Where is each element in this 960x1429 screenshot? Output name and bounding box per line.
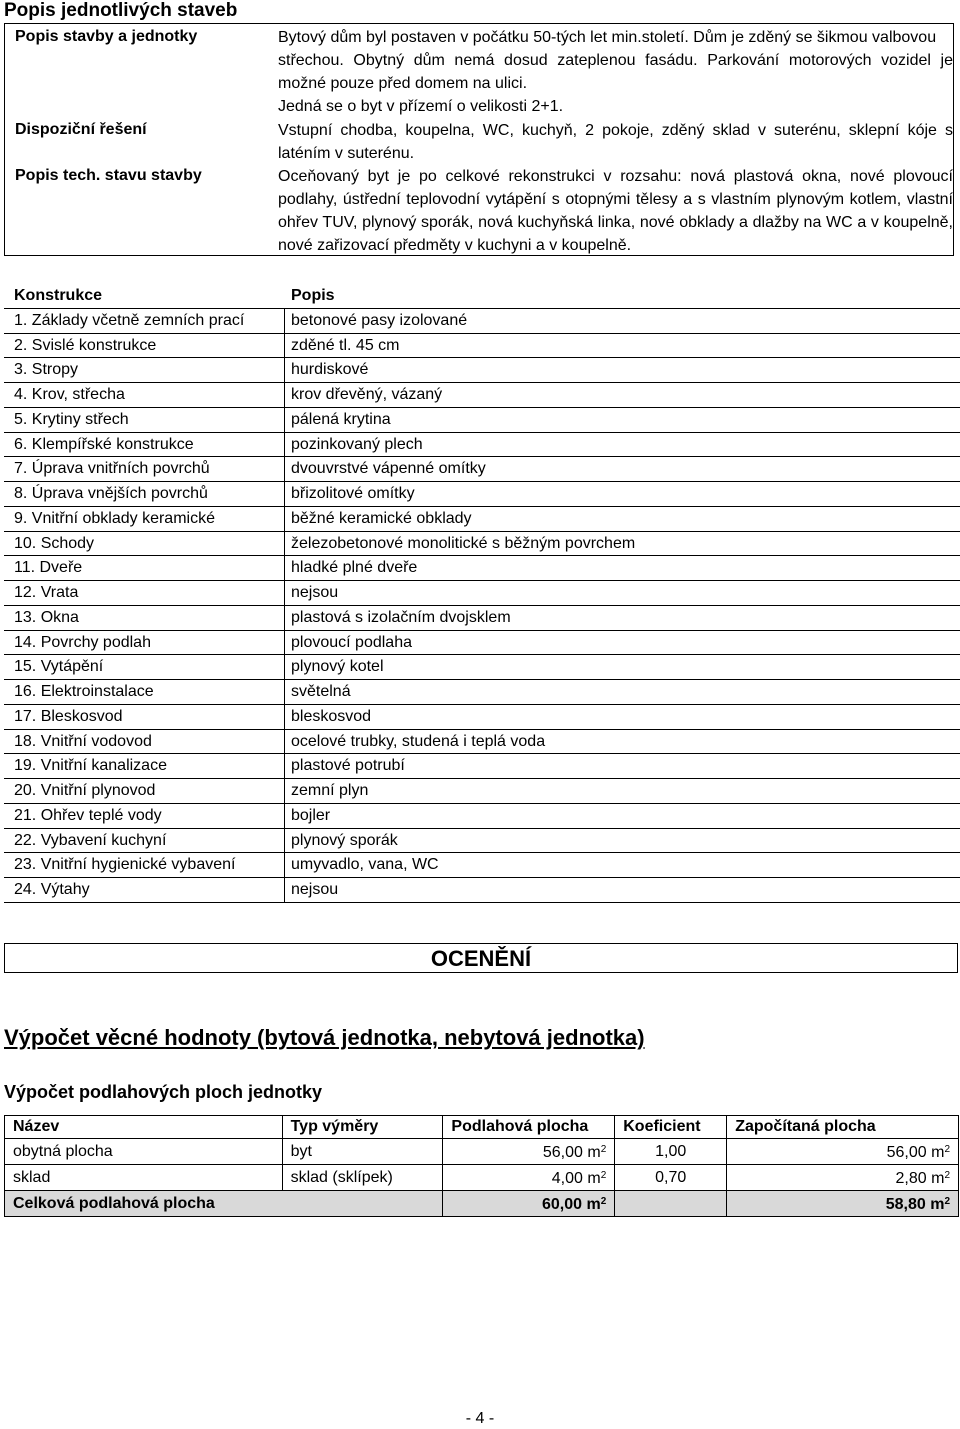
area-coef: 1,00 (615, 1139, 727, 1165)
column-divider (284, 680, 285, 705)
area-name: sklad (5, 1165, 283, 1191)
area-value: 56,00 $m^2$ (443, 1139, 615, 1165)
construction-description: dvouvrstvé vápenné omítky (291, 460, 486, 478)
construction-row (4, 556, 960, 581)
construction-row (4, 829, 960, 854)
construction-row (4, 433, 960, 458)
column-divider (284, 705, 285, 730)
constructions-table (4, 284, 960, 903)
page-number: - 4 - (465, 1410, 495, 1427)
construction-description: plastové potrubí (291, 757, 405, 775)
total-coef-empty (615, 1191, 727, 1217)
construction-description: betonové pasy izolované (291, 311, 468, 329)
construction-name: 14. Povrchy podlah (14, 633, 151, 651)
construction-row (4, 507, 960, 532)
construction-description: hladké plné dveře (291, 559, 418, 577)
area-title: Výpočet podlahových ploch jednotky (4, 1082, 323, 1102)
area-counted: 2,80 $m^2$ (727, 1165, 959, 1191)
column-divider (284, 878, 285, 903)
construction-row (4, 358, 960, 383)
construction-name: 18. Vnitřní vodovod (14, 732, 152, 750)
construction-description: ocelové trubky, studená i teplá voda (291, 732, 546, 750)
construction-row (4, 730, 960, 755)
column-divider (284, 482, 285, 507)
column-divider (284, 309, 285, 334)
column-divider (284, 334, 285, 359)
column-divider (284, 581, 285, 606)
text-line: možné pouze před domem na ulici. (278, 75, 528, 92)
construction-row (4, 779, 960, 804)
construction-row (4, 334, 960, 359)
construction-name: 19. Vnitřní kanalizace (14, 757, 167, 775)
construction-description: zemní plyn (291, 782, 369, 799)
header-coef: Koeficient (615, 1116, 727, 1139)
construction-name: 16. Elektroinstalace (14, 683, 154, 700)
construction-name: 8. Úprava vnějších povrchů (14, 485, 208, 502)
total-label: Celková podlahová plocha (5, 1191, 443, 1217)
column-divider (284, 457, 285, 482)
construction-description: železobetonové monolitické s běžným povrchem (291, 534, 636, 552)
column-divider (284, 853, 285, 878)
header-area: Podlahová plocha (443, 1116, 615, 1139)
column-divider (284, 433, 285, 458)
construction-description: plastová s izolačním dvojsklem (291, 608, 511, 626)
description-box (4, 23, 954, 256)
construction-name: 1. Základy včetně zemních prací (14, 311, 245, 329)
construction-description: bleskosvod (291, 707, 372, 725)
label-layout: Dispoziční řešení (15, 121, 147, 138)
construction-row (4, 878, 960, 903)
tech-state-text: Oceňovaný byt je po celkové rekonstrukci v rozsahu: nová plastová okna, nové plovoucí podlahy, ústřední teplovodní vytápění s otopnými tělesy a s vlastním plynovým kotlem, vlastní ohřev TUV, plynový sporák, nová kuchyňská linka, nové obklady a dlažby na WC a v koupelně, nové zařizovací předměty v kuchyni a v koupelně. (278, 168, 953, 254)
constructions-header-row (4, 284, 960, 309)
total-counted: 58,80 $m^2$ (727, 1191, 959, 1217)
construction-description: plynový sporák (291, 831, 398, 849)
area-header-row (5, 1116, 959, 1139)
area-value: 4,00 $m^2$ (443, 1165, 615, 1191)
label-tech-state: Popis tech. stavu stavby (15, 167, 202, 184)
section-title: Popis jednotlivých staveb (4, 0, 238, 21)
area-counted: 56,00 $m^2$ (727, 1139, 959, 1165)
column-divider (284, 383, 285, 408)
construction-name: 9. Vnitřní obklady keramické (14, 509, 215, 527)
column-divider (284, 829, 285, 854)
column-divider (284, 408, 285, 433)
construction-description: bojler (291, 806, 331, 824)
construction-name: 7. Úprava vnitřních povrchů (14, 460, 210, 478)
total-area: 60,00 $m^2$ (443, 1191, 615, 1217)
construction-description: umyvadlo, vana, WC (291, 856, 439, 874)
construction-description: hurdiskové (291, 361, 369, 379)
label-building-description: Popis stavby a jednotky (15, 28, 198, 45)
area-type: sklad (sklípek) (282, 1165, 443, 1191)
column-divider (284, 556, 285, 581)
construction-name: 21. Ohřev teplé vody (14, 806, 162, 824)
construction-name: 13. Okna (14, 608, 79, 626)
construction-description: pálená krytina (291, 410, 391, 428)
column-divider (284, 532, 285, 557)
area-name: obytná plocha (5, 1139, 283, 1165)
construction-row (4, 655, 960, 680)
construction-name: 23. Vnitřní hygienické vybavení (14, 856, 236, 874)
construction-row (4, 631, 960, 656)
construction-name: 3. Stropy (14, 361, 79, 379)
construction-row (4, 754, 960, 779)
column-divider (284, 804, 285, 829)
area-row (5, 1139, 959, 1165)
construction-row (4, 309, 960, 334)
construction-row (4, 606, 960, 631)
construction-row (4, 853, 960, 878)
construction-name: 15. Vytápění (14, 658, 104, 676)
construction-description: zděné tl. 45 cm (291, 336, 400, 354)
construction-row (4, 532, 960, 557)
area-total-row (5, 1191, 959, 1217)
construction-name: 4. Krov, střecha (14, 386, 125, 403)
construction-description: břizolitové omítky (291, 485, 415, 502)
calc-title: Výpočet věcné hodnoty (bytová jednotka, nebytová jednotka) (4, 1025, 645, 1050)
construction-name: 5. Krytiny střech (14, 410, 129, 428)
construction-description: krov dřevěný, vázaný (291, 386, 443, 403)
construction-name: 22. Vybavení kuchyní (14, 831, 167, 849)
construction-description: plovoucí podlaha (291, 633, 412, 651)
construction-row (4, 408, 960, 433)
construction-name: 11. Dveře (14, 559, 83, 577)
construction-row (4, 383, 960, 408)
area-type: byt (282, 1139, 443, 1165)
construction-description: plynový kotel (291, 658, 384, 676)
column-divider (284, 779, 285, 804)
valuation-banner: OCENĚNÍ (4, 943, 958, 973)
construction-row (4, 680, 960, 705)
header-popis: Popis (291, 287, 335, 304)
header-konstrukce: Konstrukce (14, 287, 103, 304)
construction-name: 6. Klempířské konstrukce (14, 435, 194, 453)
area-table (4, 1115, 959, 1217)
column-divider (284, 606, 285, 631)
layout-text: Vstupní chodba, koupelna, WC, kuchyň, 2 pokoje, zděný sklad v suterénu, sklepní kóje s laténím v suterénu. (278, 122, 953, 162)
area-coef: 0,70 (615, 1165, 727, 1191)
construction-name: 12. Vrata (14, 584, 79, 601)
text-line: Jedná se o byt v přízemí o velikosti 2+1. (278, 98, 564, 115)
header-type: Typ výměry (282, 1116, 443, 1139)
construction-description: nejsou (291, 584, 339, 601)
text-line: Bytový dům byl postaven v počátku 50-tých let min.století. Dům je zděný se šikmou valbovou (278, 29, 937, 46)
construction-row (4, 804, 960, 829)
construction-name: 24. Výtahy (14, 881, 90, 898)
header-counted: Započítaná plocha (727, 1116, 959, 1139)
construction-row (4, 705, 960, 730)
column-divider (284, 507, 285, 532)
construction-description: pozinkovaný plech (291, 435, 423, 453)
construction-description: běžné keramické obklady (291, 509, 472, 527)
construction-name: 2. Svislé konstrukce (14, 336, 157, 354)
column-divider (284, 730, 285, 755)
header-name: Název (5, 1116, 283, 1139)
column-divider (284, 754, 285, 779)
column-divider (284, 655, 285, 680)
area-row (5, 1165, 959, 1191)
construction-row (4, 457, 960, 482)
text-line: střechou. Obytný dům nemá dosud zateplenou fasádu. Parkování motorových vozidel je (278, 52, 953, 69)
construction-description: nejsou (291, 881, 339, 898)
construction-row (4, 581, 960, 606)
column-divider (284, 358, 285, 383)
construction-row (4, 482, 960, 507)
construction-name: 10. Schody (14, 534, 95, 552)
building-description-text (278, 26, 953, 118)
column-divider (284, 631, 285, 656)
construction-name: 17. Bleskosvod (14, 707, 123, 725)
construction-description: světelná (291, 683, 351, 700)
construction-name: 20. Vnitřní plynovod (14, 782, 156, 799)
